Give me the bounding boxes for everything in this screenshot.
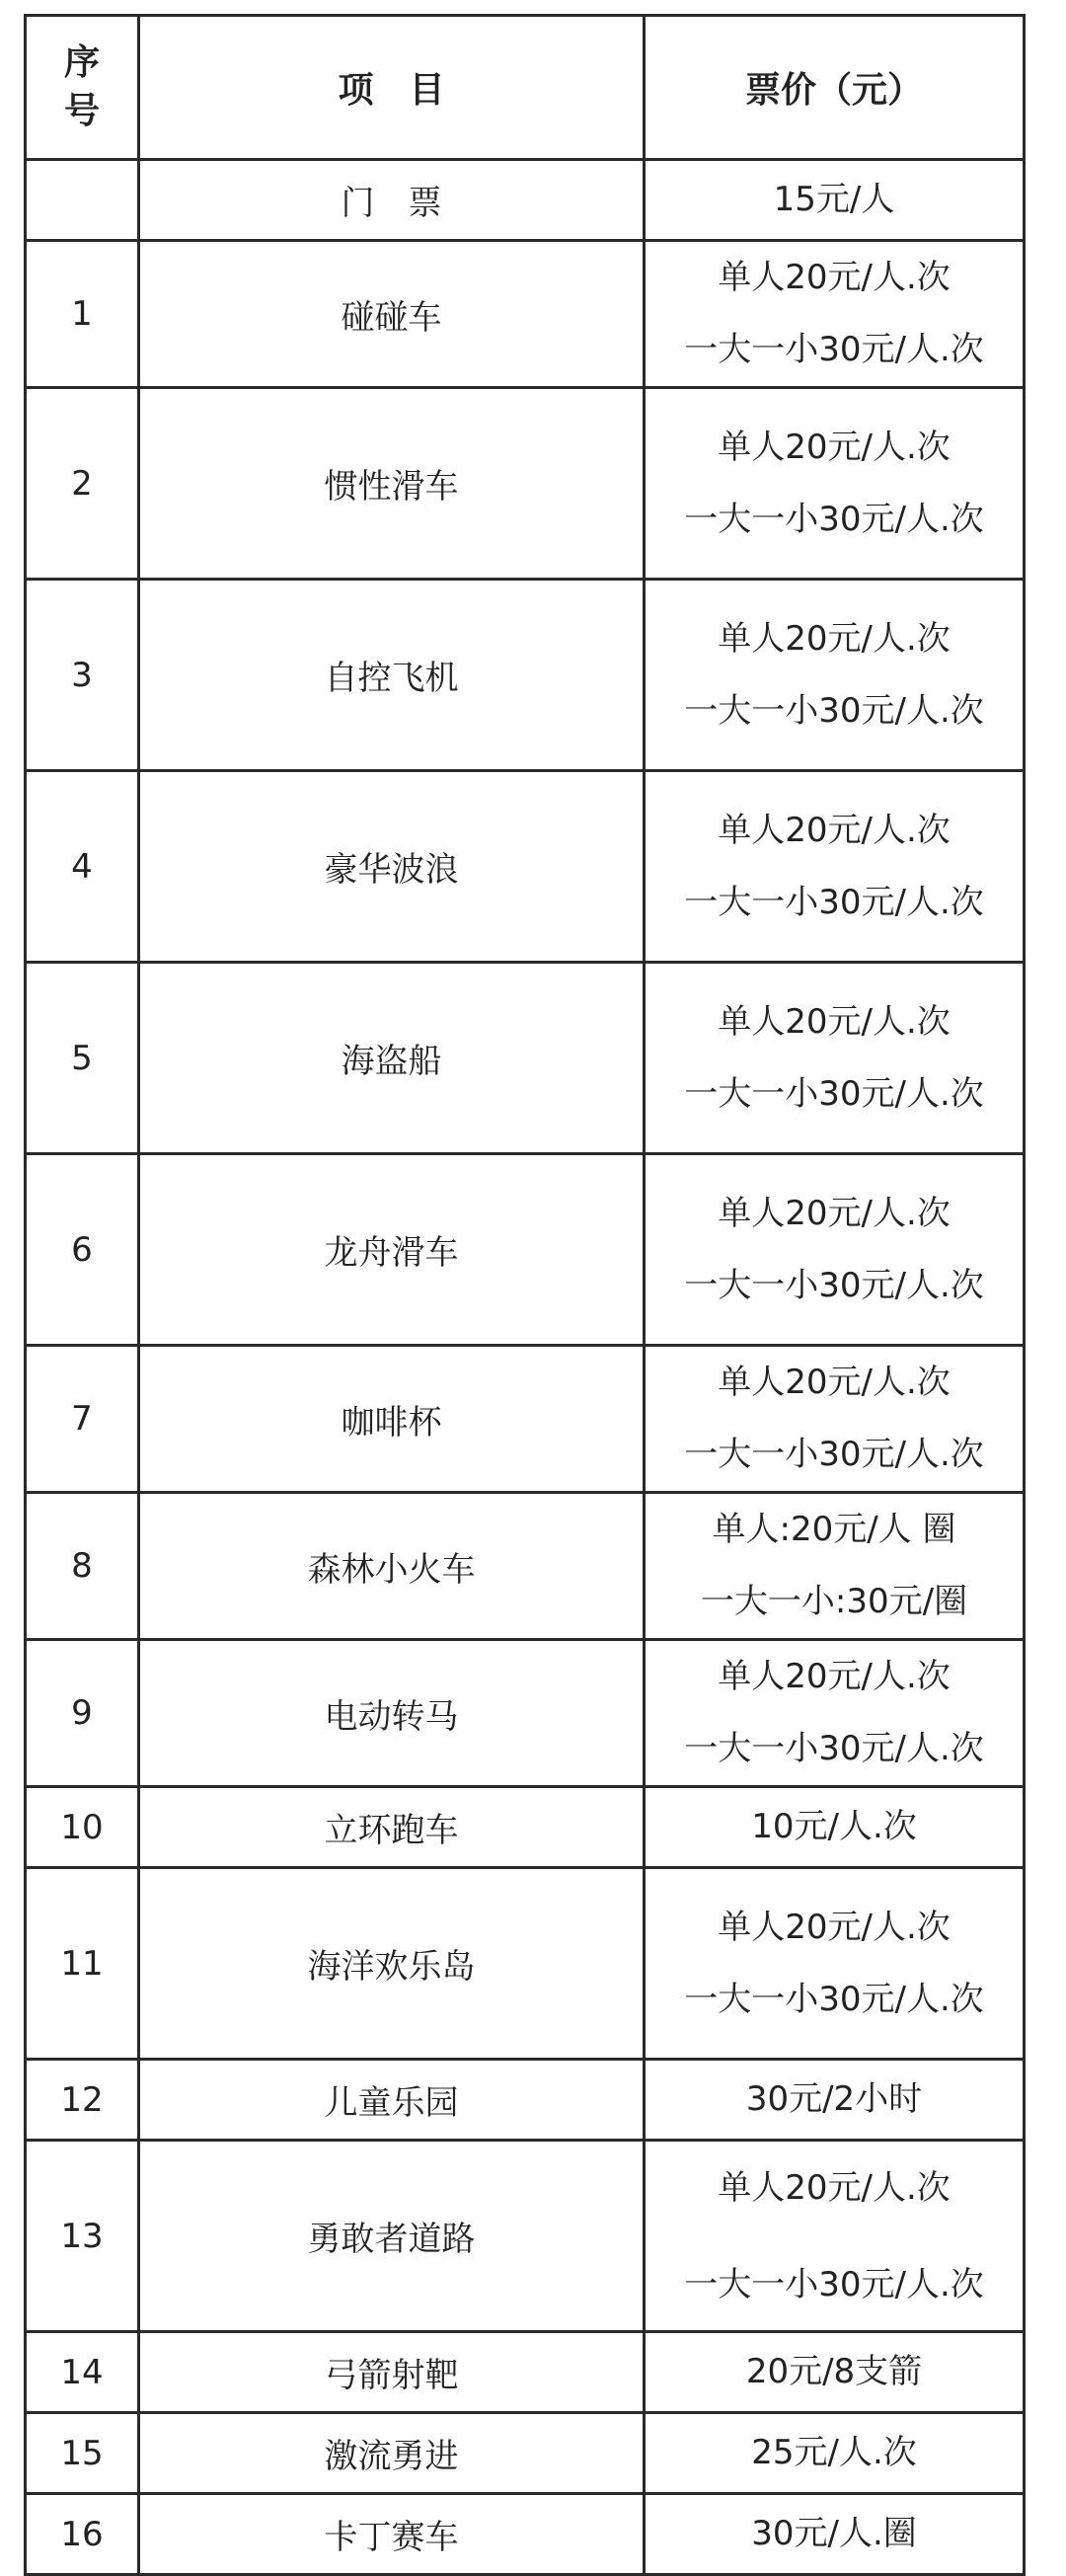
row-no: 4 [26, 771, 139, 963]
price-line: 一大一小30元/人.次 [684, 1073, 984, 1114]
row-no: 3 [26, 580, 139, 771]
price-line: 单人20元/人.次 [718, 810, 951, 850]
row-price [645, 580, 1025, 771]
price-line: 一大一小30元/人.次 [684, 1265, 984, 1305]
row-price [645, 2060, 1025, 2141]
row-price [645, 2332, 1025, 2413]
table-row [26, 388, 1025, 580]
row-price [645, 241, 1025, 388]
price-line: 一大一小30元/人.次 [684, 1435, 984, 1474]
table-row [26, 963, 1025, 1154]
table-row [26, 580, 1025, 771]
price-line: 一大一小:30元/圈 [700, 1582, 968, 1621]
table-row [26, 2060, 1025, 2141]
price-spacer [646, 2219, 1023, 2254]
row-no: 11 [26, 1868, 139, 2060]
price-line: 20元/8支箭 [745, 2352, 923, 2391]
row-item: 儿童乐园 [139, 2060, 645, 2141]
row-no: 7 [26, 1346, 139, 1493]
price-line: 15元/人 [773, 180, 895, 219]
row-price [645, 160, 1025, 241]
header-no-line1: 序 [63, 41, 100, 83]
ticket-price-table [24, 14, 1026, 2576]
row-item: 激流勇进 [139, 2413, 645, 2494]
price-line: 25元/人.次 [751, 2433, 917, 2472]
row-price [645, 388, 1025, 580]
price-line: 一大一小30元/人.次 [684, 690, 984, 731]
row-no: 5 [26, 963, 139, 1154]
price-line: 单人20元/人.次 [718, 1657, 951, 1696]
row-item: 豪华波浪 [139, 771, 645, 963]
price-line: 单人20元/人.次 [718, 2167, 951, 2208]
row-no: 14 [26, 2332, 139, 2413]
row-item: 碰碰车 [139, 241, 645, 388]
price-line: 一大一小30元/人.次 [684, 499, 984, 539]
row-item: 电动转马 [139, 1640, 645, 1787]
header-no [26, 16, 139, 160]
price-line: 单人20元/人.次 [718, 427, 951, 467]
table-row [26, 2332, 1025, 2413]
row-item: 自控飞机 [139, 580, 645, 771]
row-price [645, 1640, 1025, 1787]
table-row [26, 160, 1025, 241]
row-no: 10 [26, 1787, 139, 1868]
price-line: 单人20元/人.次 [718, 1193, 951, 1233]
row-price [645, 1346, 1025, 1493]
price-line: 10元/人.次 [751, 1807, 917, 1846]
price-line: 单人20元/人.次 [718, 618, 951, 659]
row-item: 勇敢者道路 [139, 2141, 645, 2332]
row-item: 海洋欢乐岛 [139, 1868, 645, 2060]
table-row [26, 1640, 1025, 1787]
header-price: 票价（元） [645, 16, 1025, 160]
row-item: 立环跑车 [139, 1787, 645, 1868]
table-row [26, 1493, 1025, 1640]
row-no: 8 [26, 1493, 139, 1640]
row-price [645, 1787, 1025, 1868]
table-row [26, 1346, 1025, 1493]
row-no: 6 [26, 1154, 139, 1346]
price-line: 一大一小30元/人.次 [684, 1979, 984, 2019]
row-item: 卡丁赛车 [139, 2494, 645, 2575]
price-line: 单人:20元/人 圈 [712, 1510, 956, 1549]
row-price [645, 771, 1025, 963]
header-no-line2: 号 [63, 90, 100, 131]
row-no [26, 160, 139, 241]
row-price [645, 2141, 1025, 2332]
table-row [26, 2494, 1025, 2575]
price-line: 单人20元/人.次 [718, 258, 951, 297]
row-price [645, 1493, 1025, 1640]
header-item: 项 目 [139, 16, 645, 160]
row-no: 2 [26, 388, 139, 580]
row-item: 惯性滑车 [139, 388, 645, 580]
price-line: 单人20元/人.次 [718, 1363, 951, 1402]
table-header-row [26, 16, 1025, 160]
price-line: 一大一小30元/人.次 [684, 1729, 984, 1768]
row-no: 15 [26, 2413, 139, 2494]
row-item: 森林小火车 [139, 1493, 645, 1640]
row-item: 龙舟滑车 [139, 1154, 645, 1346]
row-price [645, 2494, 1025, 2575]
row-no: 12 [26, 2060, 139, 2141]
table-row [26, 2141, 1025, 2332]
row-item: 咖啡杯 [139, 1346, 645, 1493]
table-row [26, 1868, 1025, 2060]
row-no: 9 [26, 1640, 139, 1787]
row-price [645, 1154, 1025, 1346]
price-line: 一大一小30元/人.次 [684, 330, 984, 369]
table-row [26, 1787, 1025, 1868]
price-line: 30元/2小时 [745, 2079, 923, 2119]
price-line: 一大一小30元/人.次 [684, 882, 984, 922]
row-item: 海盗船 [139, 963, 645, 1154]
row-item: 弓箭射靶 [139, 2332, 645, 2413]
table-row [26, 2413, 1025, 2494]
row-price [645, 963, 1025, 1154]
price-line: 一大一小30元/人.次 [684, 2264, 984, 2304]
row-price [645, 2413, 1025, 2494]
price-line: 单人20元/人.次 [718, 1001, 951, 1042]
row-no: 13 [26, 2141, 139, 2332]
row-no: 1 [26, 241, 139, 388]
price-line: 单人20元/人.次 [718, 1907, 951, 1947]
table-row [26, 771, 1025, 963]
price-line: 30元/人.圈 [751, 2514, 917, 2553]
table-row [26, 241, 1025, 388]
row-no: 16 [26, 2494, 139, 2575]
row-price [645, 1868, 1025, 2060]
row-item: 门 票 [139, 160, 645, 241]
table-row [26, 1154, 1025, 1346]
